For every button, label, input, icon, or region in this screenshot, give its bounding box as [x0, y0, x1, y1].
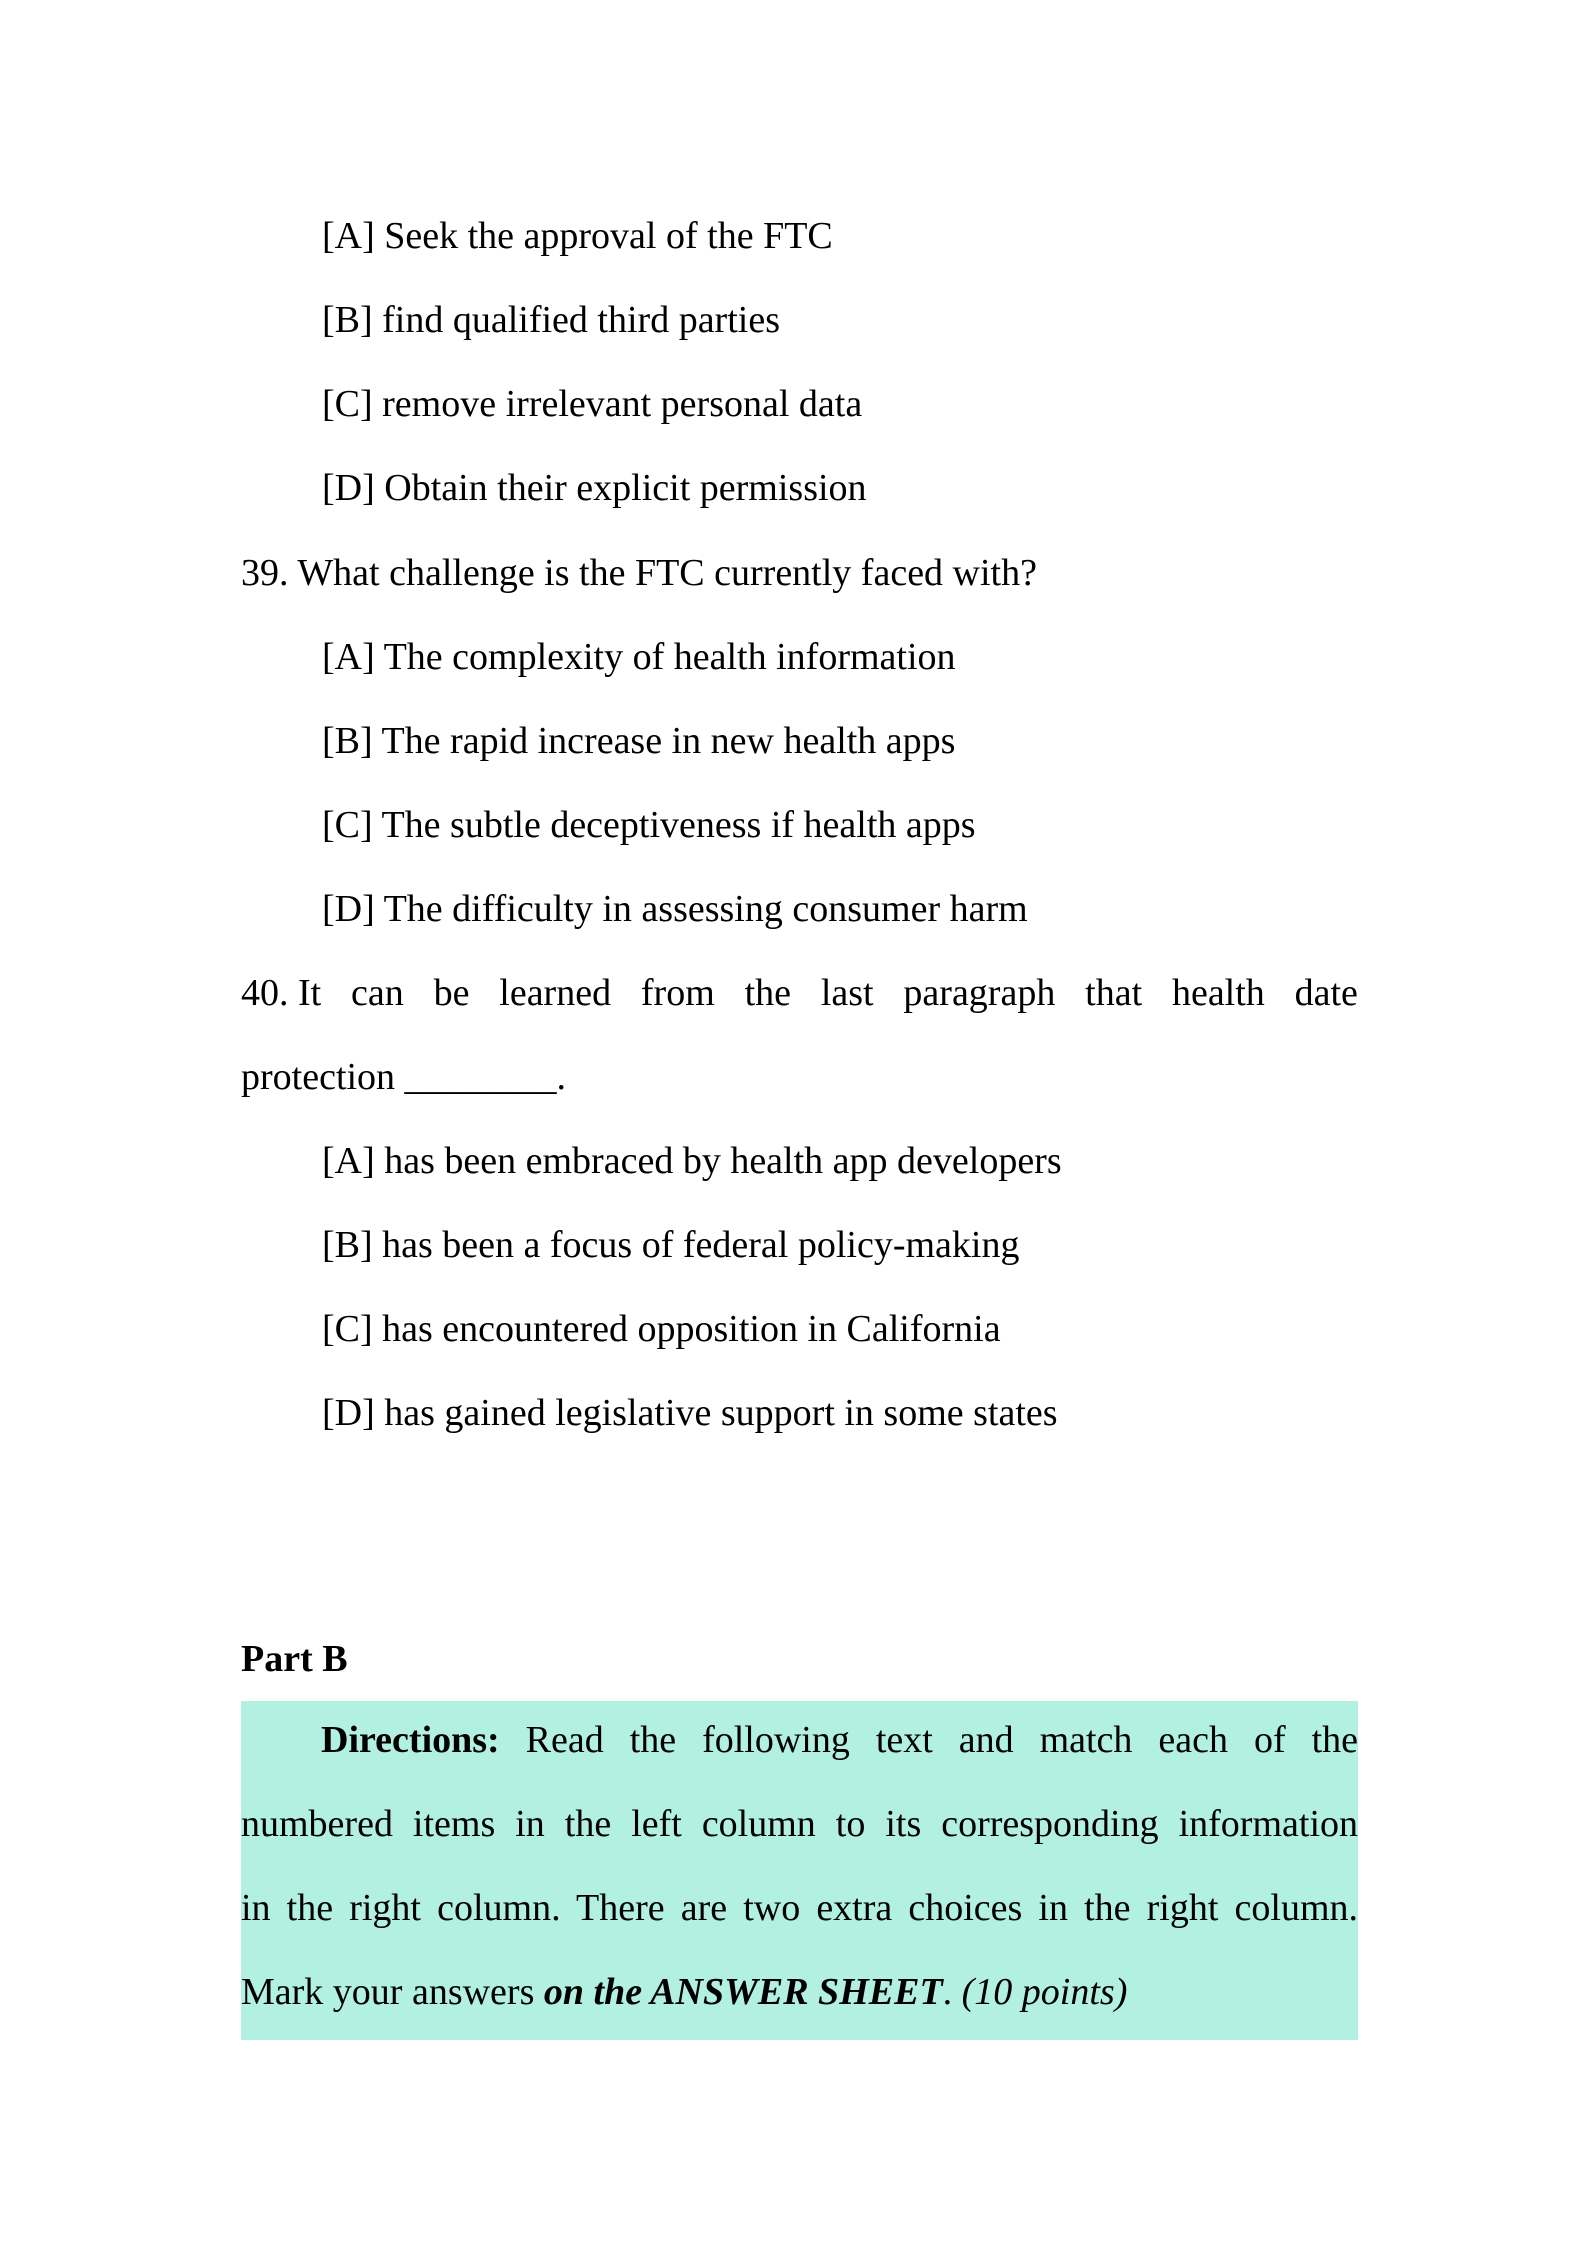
q40-option-b: [B] has been a focus of federal policy-making — [322, 1224, 1020, 1266]
directions-line2: numbered items in the left column to its corresponding information — [241, 1803, 1358, 1845]
q38-option-d: [D] Obtain their explicit permission — [322, 467, 867, 509]
q38-option-b: [B] find qualified third parties — [322, 299, 780, 341]
q40-word: learned — [499, 972, 612, 1014]
directions-word: the — [1311, 1719, 1358, 1761]
q40-word: paragraph — [903, 972, 1056, 1014]
q40-word: can — [351, 972, 404, 1014]
q38-option-c: [C] remove irrelevant personal data — [322, 383, 863, 425]
directions-line3: in the right column. There are two extra choices in the right column. — [241, 1887, 1358, 1929]
q40-option-c: [C] has encountered opposition in California — [322, 1308, 1001, 1350]
q39-option-d: [D] The difficulty in assessing consumer harm — [322, 888, 1028, 930]
q40-word: be — [433, 972, 470, 1014]
directions-box — [241, 1701, 1358, 2040]
q40-word: from — [640, 972, 715, 1014]
q39-stem: 39. What challenge is the FTC currently faced with? — [241, 552, 1037, 594]
q40-option-a: [A] has been embraced by health app developers — [322, 1140, 1062, 1182]
directions-word: of — [1253, 1719, 1286, 1761]
q40-option-d: [D] has gained legislative support in some states — [322, 1392, 1058, 1434]
q40-word: that — [1085, 972, 1143, 1014]
points-note: (10 points) — [961, 1971, 1128, 2013]
q40-word: date — [1294, 972, 1358, 1014]
q38-option-a: [A] Seek the approval of the FTC — [322, 215, 833, 257]
directions-label: Directions: — [321, 1719, 500, 1761]
directions-line4 — [241, 1967, 1127, 2017]
directions-word: following — [702, 1719, 850, 1761]
q39-option-a: [A] The complexity of health information — [322, 636, 956, 678]
q40-stem-line1 — [241, 968, 1358, 1018]
q40-word: health — [1171, 972, 1265, 1014]
directions-word: Read — [525, 1719, 604, 1761]
q39-option-c: [C] The subtle deceptiveness if health apps — [322, 804, 976, 846]
q40-stem-line2: protection ________. — [241, 1056, 567, 1098]
answer-sheet-emphasis: on the ANSWER SHEET — [543, 1971, 943, 2013]
directions-word: the — [629, 1719, 677, 1761]
directions-word: text — [875, 1719, 933, 1761]
q40-word: the — [744, 972, 792, 1014]
q40-word: last — [820, 972, 874, 1014]
directions-line4-period: . — [942, 1971, 962, 2013]
directions-word: each — [1158, 1719, 1228, 1761]
part-b-title: Part B — [241, 1638, 348, 1680]
directions-line1 — [321, 1715, 1358, 1765]
directions-word: match — [1039, 1719, 1133, 1761]
q39-option-b: [B] The rapid increase in new health apps — [322, 720, 956, 762]
directions-word: and — [958, 1719, 1014, 1761]
q40-word: 40. It — [241, 972, 322, 1014]
directions-line4-start: Mark your answers — [241, 1971, 544, 2013]
